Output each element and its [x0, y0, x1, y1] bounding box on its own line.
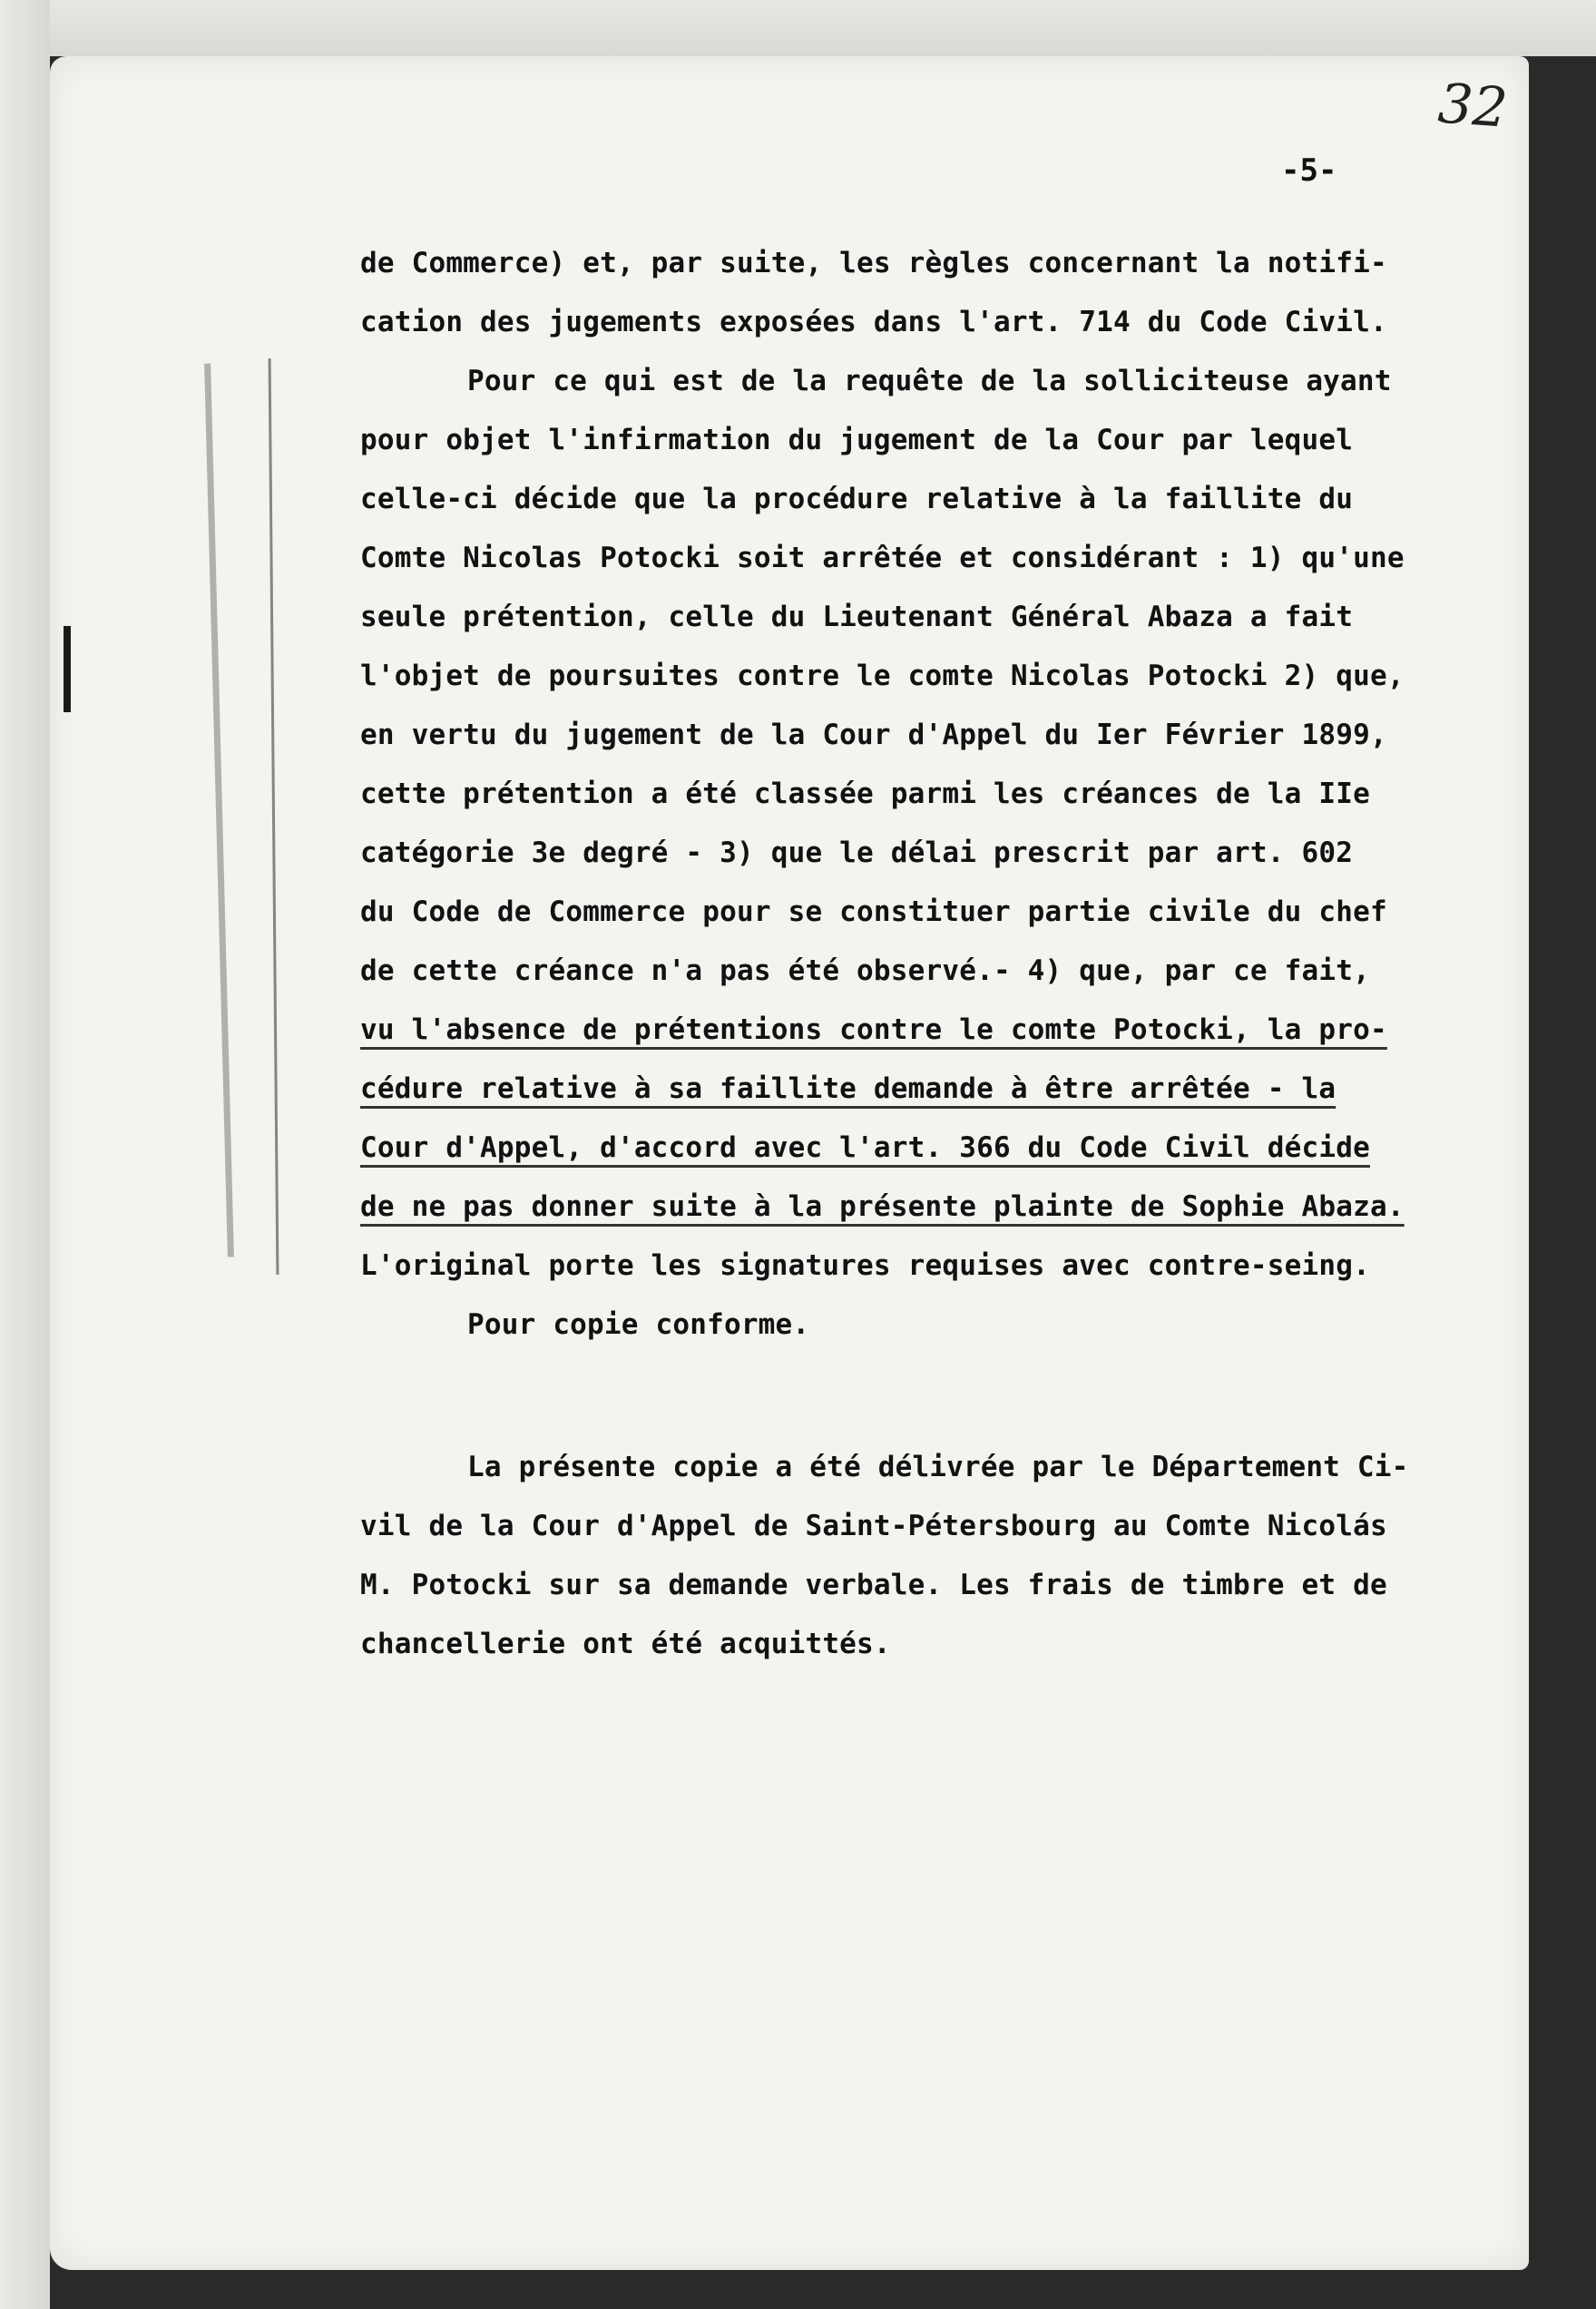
page-number: -5- [1281, 152, 1337, 189]
underlined-text-line: cédure relative à sa faillite demande à être arrêtée - la [360, 1072, 1337, 1105]
text-line: catégorie 3e degré - 3) que le délai prescrit par art. 602 [360, 837, 1354, 869]
text-line: L'original porte les signatures requises avec contre-seing. [360, 1249, 1370, 1282]
text-line: seule prétention, celle du Lieutenant Général Abaza a fait [360, 601, 1354, 633]
text-line: celle-ci décide que la procédure relative à la faillite du [360, 483, 1354, 515]
text-line: La présente copie a été délivrée par le Département Ci- [467, 1451, 1409, 1483]
text-line: Pour ce qui est de la requête de la solliciteuse ayant [467, 365, 1392, 397]
text-line: en vertu du jugement de la Cour d'Appel du Ier Février 1899, [360, 719, 1387, 751]
scan-top-edge [0, 0, 1596, 56]
text-line: du Code de Commerce pour se constituer partie civile du chef [360, 895, 1387, 928]
text-line: chancellerie ont été acquittés. [360, 1628, 891, 1660]
text-line: l'objet de poursuites contre le comte Nicolas Potocki 2) que, [360, 660, 1405, 692]
scan-left-edge [0, 0, 50, 2309]
text-line: pour objet l'infirmation du jugement de la Cour par lequel [360, 424, 1354, 456]
margin-ink-mark [64, 626, 71, 712]
body-text [360, 234, 1440, 1355]
underlined-text-line: vu l'absence de prétentions contre le comte Potocki, la pro- [360, 1013, 1387, 1046]
text-line: de cette créance n'a pas été observé.- 4) que, par ce fait, [360, 954, 1370, 987]
underlined-text-line: de ne pas donner suite à la présente plainte de Sophie Abaza. [360, 1190, 1405, 1223]
text-line: Comte Nicolas Potocki soit arrêtée et considérant : 1) qu'une [360, 542, 1405, 574]
text-line: M. Potocki sur sa demande verbale. Les frais de timbre et de [360, 1569, 1387, 1601]
copy-conforme-line: Pour copie conforme. [467, 1308, 810, 1341]
text-line: cette prétention a été classée parmi les créances de la IIe [360, 778, 1370, 810]
text-line: vil de la Cour d'Appel de Saint-Pétersbourg au Comte Nicolás [360, 1510, 1387, 1542]
folio-number: 32 [1435, 72, 1510, 141]
certification-text [360, 1438, 1440, 1674]
underlined-text-line: Cour d'Appel, d'accord avec l'art. 366 du Code Civil décide [360, 1131, 1370, 1164]
text-line: cation des jugements exposées dans l'art. 714 du Code Civil. [360, 306, 1387, 338]
text-line: de Commerce) et, par suite, les règles concernant la notifi- [360, 247, 1387, 279]
